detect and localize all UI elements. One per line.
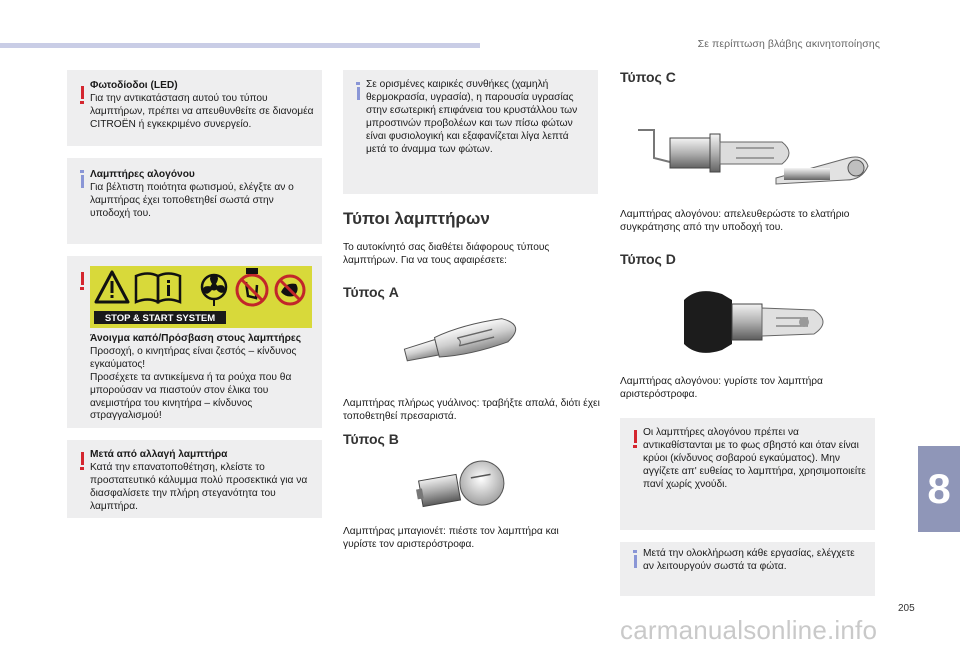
led-box-text: Για την αντικατάσταση αυτού του τύπου λαμπτήρων, πρέπει να απευθυνθείτε σε διανομέα CITROËN ή εγκεκριμένο συνεργείο. <box>90 92 314 130</box>
type-a-title: Τύπος A <box>343 284 399 300</box>
halogen-replace-warning-box <box>620 418 875 530</box>
weather-box-text: Σε ορισμένες καιρικές συνθήκες (χαμηλή θερμοκρασία, υγρασία), η παρουσία υγρασίας στην εσωτερική επιφάνεια του κρυστάλλου των μπροστινών προβολέων και των πίσω φώτων είναι φυσιολογική και εξαφανίζεται λίγα λεπτά μετά το άναμμα των φώτων. <box>366 79 578 155</box>
type-b-bulb-image <box>410 455 520 515</box>
after-box-title: Μετά από αλλαγή λαμπτήρα <box>90 449 228 460</box>
header-bar <box>0 43 480 48</box>
type-a-bulb-image <box>396 312 536 367</box>
type-c-title: Τύπος C <box>620 69 676 85</box>
warning-icon <box>79 86 85 104</box>
halogen-box-text: Για βέλτιστη ποιότητα φωτισμού, ελέγξτε αν ο λαμπτήρας έχει τοποθετηθεί σωστά στην υποδοχή του. <box>90 181 294 219</box>
type-c-text: Λαμπτήρας αλογόνου: απελευθερώστε το ελατήριο συγκράτησης από την υποδοχή του. <box>620 209 850 233</box>
type-d-text: Λαμπτήρας αλογόνου: γυρίστε τον λαμπτήρα αριστερόστροφα. <box>620 376 823 400</box>
type-a-text: Λαμπτήρας πλήρως γυάλινος: τραβήξτε απαλά, διότι έχει τοποθετηθεί πρεσαριστά. <box>343 398 600 422</box>
check-box-text: Μετά την ολοκλήρωση κάθε εργασίας, ελέγχετε αν λειτουργούν σωστά τα φώτα. <box>643 548 855 572</box>
warning-icon <box>632 430 638 448</box>
type-d-bulb-image <box>676 282 846 362</box>
warning-icon <box>79 452 85 470</box>
warning-icon <box>79 272 85 290</box>
lamp-types-intro: Το αυτοκίνητό σας διαθέτει διάφορους τύπους λαμπτήρων. Για να τους αφαιρέσετε: <box>343 242 550 266</box>
hood-warning-box <box>67 256 322 428</box>
watermark: carmanualsonline.info <box>620 615 878 645</box>
after-replacement-box <box>67 440 322 518</box>
replace-box-text: Οι λαμπτήρες αλογόνου πρέπει να αντικαθίστανται με το φως σβηστό και όταν είναι κρύοι (κίνδυνος σοβαρού εγκαύματος). Μην αγγίζετε απ' ευθείας το λαμπτήρα, χρησιμοποιείτε πανί χωρίς χνούδι. <box>643 427 866 490</box>
halogen-info-box <box>67 158 322 244</box>
weather-info-box <box>343 70 598 194</box>
hood-pictograms <box>90 266 312 328</box>
type-b-text: Λαμπτήρας μπαγιονέτ: πιέστε τον λαμπτήρα και γυρίστε τον αριστερόστροφα. <box>343 526 559 550</box>
type-b-title: Τύπος B <box>343 431 399 447</box>
led-warning-box <box>67 70 322 146</box>
section-title: Σε περίπτωση βλάβης ακινητοποίησης <box>697 38 880 50</box>
after-box-text: Κατά την επανατοποθέτηση, κλείστε το προστατευτικό κάλυμμα πολύ προσεκτικά για να διασφαλίσετε την πλήρη στεγανότητα του λαμπτήρα. <box>90 461 308 512</box>
stop-start-label: STOP & START SYSTEM <box>104 313 216 324</box>
hood-box-text1: Προσοχή, ο κινητήρας είναι ζεστός – κίνδυνος εγκαύματος! <box>90 345 297 370</box>
chapter-number: 8 <box>927 465 951 512</box>
type-c-bulb-image <box>636 118 886 198</box>
type-d-title: Τύπος D <box>620 251 676 267</box>
page-number: 205 <box>898 603 915 614</box>
info-icon <box>632 550 638 568</box>
lights-check-info-box <box>620 542 875 596</box>
led-box-title: Φωτοδίοδοι (LED) <box>90 80 178 91</box>
info-icon <box>355 82 361 100</box>
hood-box-text2: Προσέχετε τα αντικείμενα ή τα ρούχα που θα μπορούσαν να πιαστούν στον έλικα του ανεμιστήρα του κινητήρα – κίνδυνος στραγγαλισμού! <box>90 371 292 422</box>
info-icon <box>79 170 85 188</box>
halogen-box-title: Λαμπτήρες αλογόνου <box>90 169 195 180</box>
hood-box-title: Άνοιγμα καπό/Πρόσβαση στους λαμπτήρες <box>90 333 302 344</box>
lamp-types-title: Τύποι λαμπτήρων <box>343 209 490 228</box>
